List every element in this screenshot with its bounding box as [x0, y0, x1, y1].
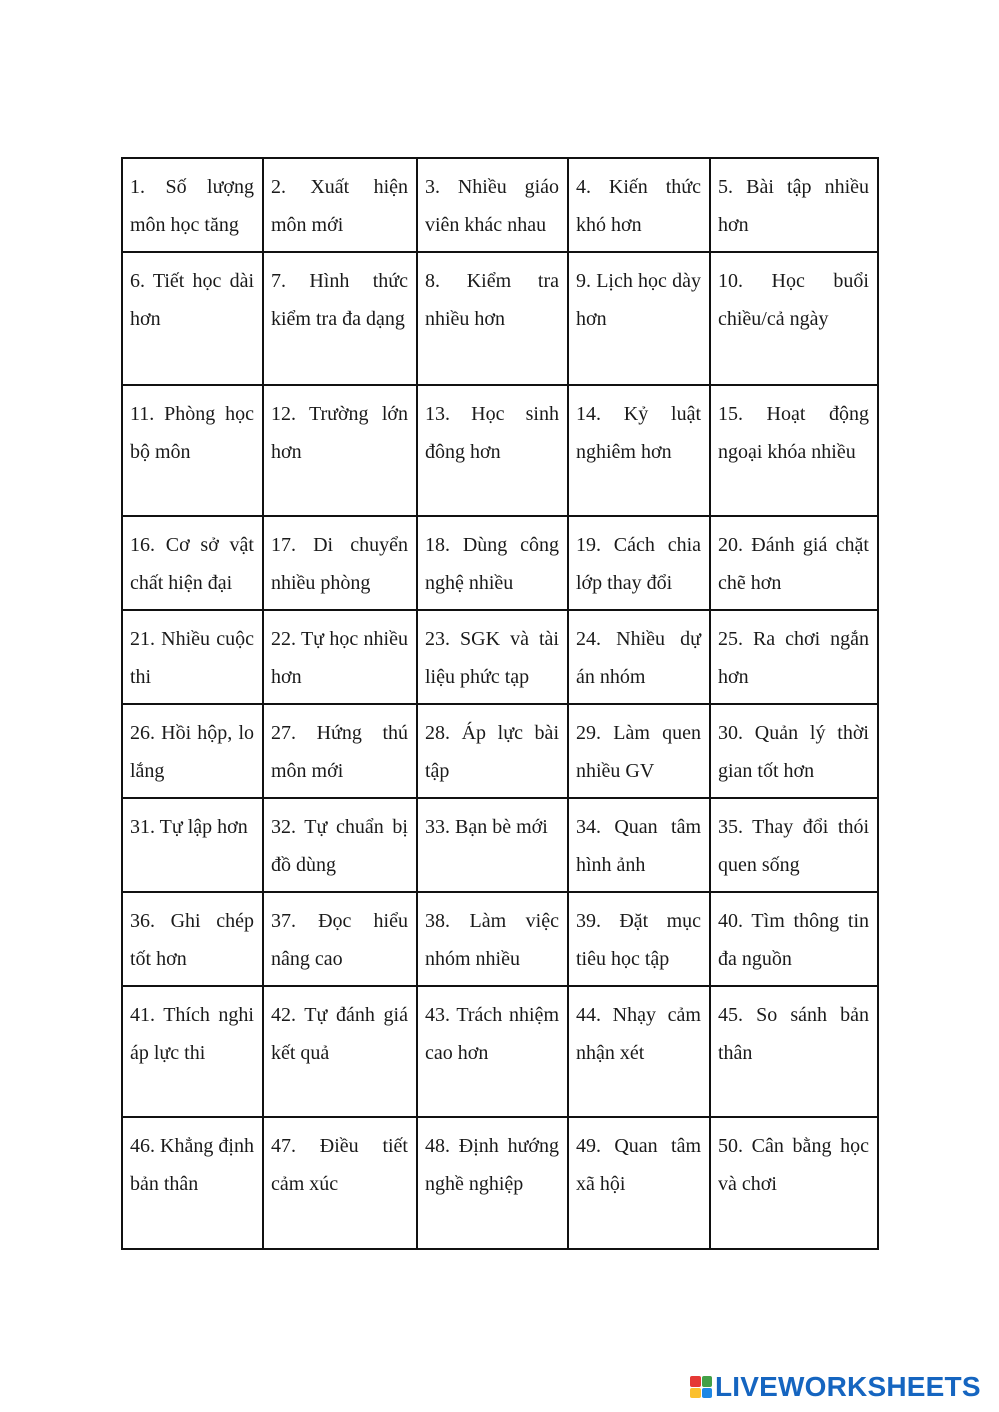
- item-cell: 39. Đặt mục tiêu học tập: [568, 892, 710, 986]
- item-cell: 5. Bài tập nhiều hơn: [710, 158, 878, 252]
- item-cell: 9. Lịch học dày hơn: [568, 252, 710, 385]
- table-row: [122, 798, 878, 892]
- table-row: [122, 704, 878, 798]
- item-cell: 10. Học buổi chiều/cả ngày: [710, 252, 878, 385]
- table-row: [122, 610, 878, 704]
- item-cell: 46. Khẳng định bản thân: [122, 1117, 263, 1249]
- table-row: [122, 516, 878, 610]
- item-cell: 25. Ra chơi ngắn hơn: [710, 610, 878, 704]
- item-cell: 4. Kiến thức khó hơn: [568, 158, 710, 252]
- item-cell: 20. Đánh giá chặt chẽ hơn: [710, 516, 878, 610]
- item-cell: 32. Tự chuẩn bị đồ dùng: [263, 798, 417, 892]
- item-cell: 48. Định hướng nghề nghiệp: [417, 1117, 568, 1249]
- table-row: [122, 892, 878, 986]
- item-cell: 33. Bạn bè mới: [417, 798, 568, 892]
- item-cell: 19. Cách chia lớp thay đổi: [568, 516, 710, 610]
- table-row: [122, 986, 878, 1117]
- item-cell: 7. Hình thức kiểm tra đa dạng: [263, 252, 417, 385]
- item-cell: 13. Học sinh đông hơn: [417, 385, 568, 516]
- item-cell: 40. Tìm thông tin đa nguồn: [710, 892, 878, 986]
- logo-icon: [690, 1376, 712, 1398]
- item-cell: 34. Quan tâm hình ảnh: [568, 798, 710, 892]
- item-cell: 47. Điều tiết cảm xúc: [263, 1117, 417, 1249]
- item-cell: 49. Quan tâm xã hội: [568, 1117, 710, 1249]
- table-row: [122, 252, 878, 385]
- item-cell: 6. Tiết học dài hơn: [122, 252, 263, 385]
- item-cell: 36. Ghi chép tốt hơn: [122, 892, 263, 986]
- item-cell: 42. Tự đánh giá kết quả: [263, 986, 417, 1117]
- item-cell: 12. Trường lớn hơn: [263, 385, 417, 516]
- item-cell: 45. So sánh bản thân: [710, 986, 878, 1117]
- item-cell: 26. Hồi hộp, lo lắng: [122, 704, 263, 798]
- item-cell: 3. Nhiều giáo viên khác nhau: [417, 158, 568, 252]
- item-cell: 28. Áp lực bài tập: [417, 704, 568, 798]
- item-cell: 16. Cơ sở vật chất hiện đại: [122, 516, 263, 610]
- item-cell: 29. Làm quen nhiều GV: [568, 704, 710, 798]
- table-row: [122, 158, 878, 252]
- item-cell: 18. Dùng công nghệ nhiều: [417, 516, 568, 610]
- item-cell: 15. Hoạt động ngoại khóa nhiều: [710, 385, 878, 516]
- item-cell: 38. Làm việc nhóm nhiều: [417, 892, 568, 986]
- item-cell: 24. Nhiều dự án nhóm: [568, 610, 710, 704]
- item-cell: 17. Di chuyển nhiều phòng: [263, 516, 417, 610]
- table-row: [122, 385, 878, 516]
- item-cell: 37. Đọc hiểu nâng cao: [263, 892, 417, 986]
- item-cell: 30. Quản lý thời gian tốt hơn: [710, 704, 878, 798]
- item-cell: 41. Thích nghi áp lực thi: [122, 986, 263, 1117]
- worksheet-table: [121, 157, 879, 1250]
- item-cell: 27. Hứng thú môn mới: [263, 704, 417, 798]
- item-cell: 50. Cân bằng học và chơi: [710, 1117, 878, 1249]
- table-row: [122, 1117, 878, 1249]
- item-cell: 1. Số lượng môn học tăng: [122, 158, 263, 252]
- item-cell: 21. Nhiều cuộc thi: [122, 610, 263, 704]
- item-cell: 44. Nhạy cảm nhận xét: [568, 986, 710, 1117]
- item-cell: 2. Xuất hiện môn mới: [263, 158, 417, 252]
- item-cell: 22. Tự học nhiều hơn: [263, 610, 417, 704]
- item-cell: 8. Kiểm tra nhiều hơn: [417, 252, 568, 385]
- logo-text: LIVEWORKSHEETS: [715, 1371, 981, 1402]
- liveworksheets-logo: [690, 1372, 981, 1402]
- item-cell: 23. SGK và tài liệu phức tạp: [417, 610, 568, 704]
- item-cell: 35. Thay đổi thói quen sống: [710, 798, 878, 892]
- item-cell: 43. Trách nhiệm cao hơn: [417, 986, 568, 1117]
- item-cell: 11. Phòng học bộ môn: [122, 385, 263, 516]
- item-cell: 14. Kỷ luật nghiêm hơn: [568, 385, 710, 516]
- item-cell: 31. Tự lập hơn: [122, 798, 263, 892]
